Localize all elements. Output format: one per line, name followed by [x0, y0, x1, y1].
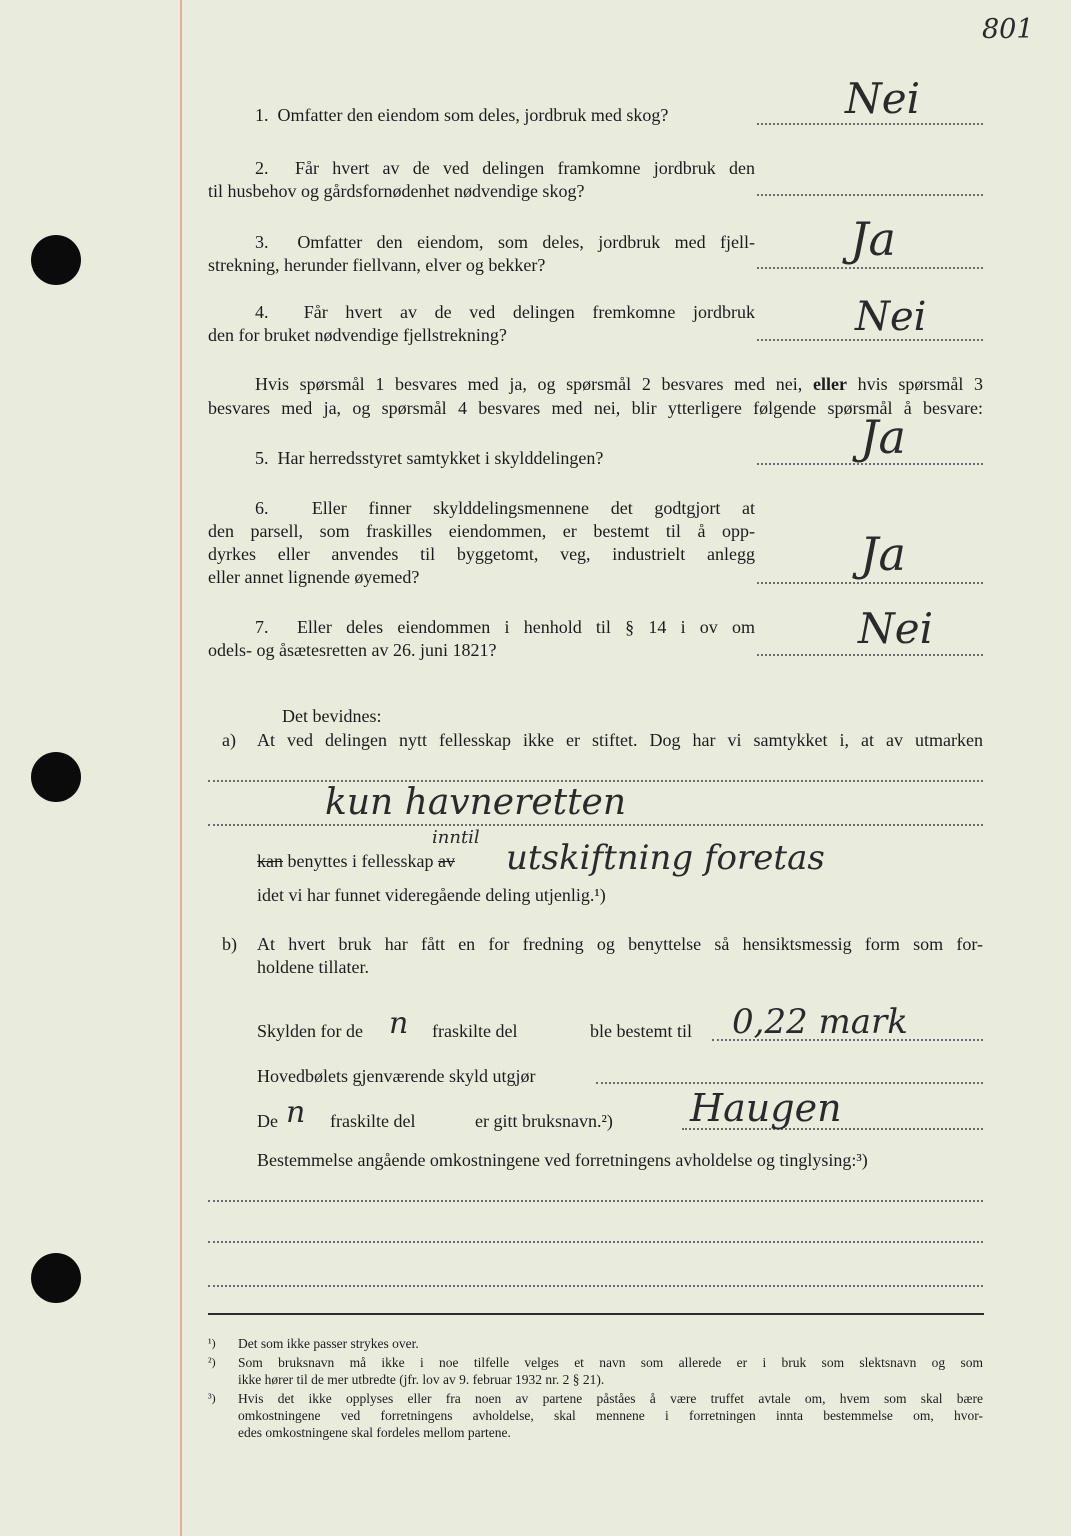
question-6-line-4: eller annet lignende øyemed? [208, 567, 420, 587]
question-1: 1. Omfatter den eiendom som deles, jordbruk med skog? [255, 105, 669, 125]
footnote-2: ²) Som bruksnavn må ikke i noe tilfelle velges et navn som allerede er i bruk som slektsnavn og som ikke hører til de mer utbredte (jfr. lov av 9. februar 1932 nr. 2 § 21). [208, 1355, 983, 1387]
item-a-label: a) [222, 730, 236, 750]
bestemmelse-label: Bestemmelse angående omkostningene ved forretningens avholdelse og tinglysing:³) [257, 1150, 868, 1170]
punch-hole-top [31, 235, 81, 285]
question-6-line-3: dyrkes eller anvendes til byggetomt, veg, industrielt anlegg [208, 544, 755, 564]
blank-line-2 [208, 1241, 983, 1243]
question-6-line-2: den parsell, som fraskilles eiendommen, er bestemt til å opp- [208, 521, 755, 541]
fraskilte2-label: fraskilte del [330, 1111, 416, 1131]
struck-av: av [437, 851, 455, 871]
handwritten-inntil: inntil [432, 827, 480, 848]
answer-5: Ja [860, 410, 906, 464]
certification-heading: Det bevidnes: [282, 706, 382, 726]
bruksnavn-label: er gitt bruksnavn.²) [475, 1111, 613, 1131]
answer-line-3 [757, 267, 983, 269]
conditional-note-line-2: besvares med ja, og spørsmål 4 besvares med nei, blir ytterligere følgende spørsmål å besvare: [208, 398, 983, 418]
question-7-line-2: odels- og åsætesretten av 26. juni 1821? [208, 640, 497, 660]
handwritten-n-2: n [286, 1095, 306, 1130]
punch-hole-bottom [31, 1253, 81, 1303]
item-b-line-2: holdene tillater. [257, 957, 369, 977]
question-6-line-1: 6. Eller finner skylddelingsmennene det godtgjort at [255, 498, 755, 518]
question-2-line-2: til husbehov og gårdsfornødenhet nødvendige skog? [208, 181, 585, 201]
item-a-text: At ved delingen nytt fellesskap ikke er stiftet. Dog har vi samtykket i, at av utmarken [257, 730, 983, 750]
question-3-line-2: strekning, herunder fiellvann, elver og bekker? [208, 255, 546, 275]
answer-4: Nei [855, 294, 927, 340]
handwritten-n-1: n [389, 1006, 409, 1041]
question-4-line-1: 4. Får hvert av de ved delingen fremkomne jordbruk [255, 302, 755, 322]
handwritten-kun-havneretten: kun havneretten [325, 782, 627, 823]
answer-7: Nei [858, 604, 934, 653]
hovedbol-label: Hovedbølets gjenværende skyld utgjør [257, 1066, 536, 1086]
benyttes-line: kan benyttes i fellesskap av [257, 851, 455, 871]
conditional-note-line-1: Hvis spørsmål 1 besvares med ja, og spørsmål 2 besvares med nei, eller hvis spørsmål 3 [255, 374, 984, 394]
question-3-line-1: 3. Omfatter den eiendom, som deles, jordbruk med fjell- [255, 232, 756, 252]
de2-label: De [257, 1111, 278, 1131]
question-7-line-1: 7. Eller deles eiendommen i henhold til § 14 i ov om [255, 617, 756, 637]
blank-line-a2 [208, 824, 983, 826]
item-b-label: b) [222, 934, 237, 954]
question-2-line-1: 2. Får hvert av de ved delingen framkomne jordbruk den [255, 158, 756, 178]
skyld-value: 0,22 mark [732, 1002, 908, 1042]
blank-line-3 [208, 1285, 983, 1287]
skyld-label: Skylden for de [257, 1021, 363, 1041]
page-number: 801 [982, 14, 1034, 45]
footnote-3: ³) Hvis det ikke opplyses eller fra noen av partene påståes å være truffet avtale om, hvem som skal bære omkostningene ved forretningens avholdelse, skal mennene i forretningen innta bestemmelse om, hvor- edes omkostningene skal fordeles mellom partene. [208, 1391, 983, 1440]
question-4-line-2: den for bruket nødvendige fjellstrekning? [208, 325, 507, 345]
handwritten-utskiftning: utskiftning foretas [506, 838, 825, 878]
margin-line [180, 0, 182, 1536]
footnote-rule [208, 1313, 984, 1315]
answer-3: Ja [850, 212, 896, 266]
bestemt-label: ble bestemt til [590, 1021, 692, 1041]
item-b-line-1: At hvert bruk har fått en for fredning og benyttelse så hensiktsmessig form som for- [257, 934, 983, 954]
answer-line-6 [757, 582, 983, 584]
answer-line-7 [757, 654, 983, 656]
answer-line-1 [757, 123, 983, 125]
answer-1: Nei [845, 74, 921, 123]
blank-line-1 [208, 1200, 983, 1202]
idet-line: idet vi har funnet videregående deling utjenlig.¹) [257, 885, 606, 905]
fraskilte-label: fraskilte del [432, 1021, 518, 1041]
answer-6: Ja [860, 527, 906, 581]
question-5: 5. Har herredsstyret samtykket i skylddelingen? [255, 448, 604, 468]
punch-hole-middle [31, 752, 81, 802]
struck-kan: kan [257, 851, 283, 871]
answer-line-2 [757, 194, 983, 196]
hovedbol-line [596, 1082, 983, 1084]
bruksnavn-value: Haugen [690, 1086, 842, 1130]
